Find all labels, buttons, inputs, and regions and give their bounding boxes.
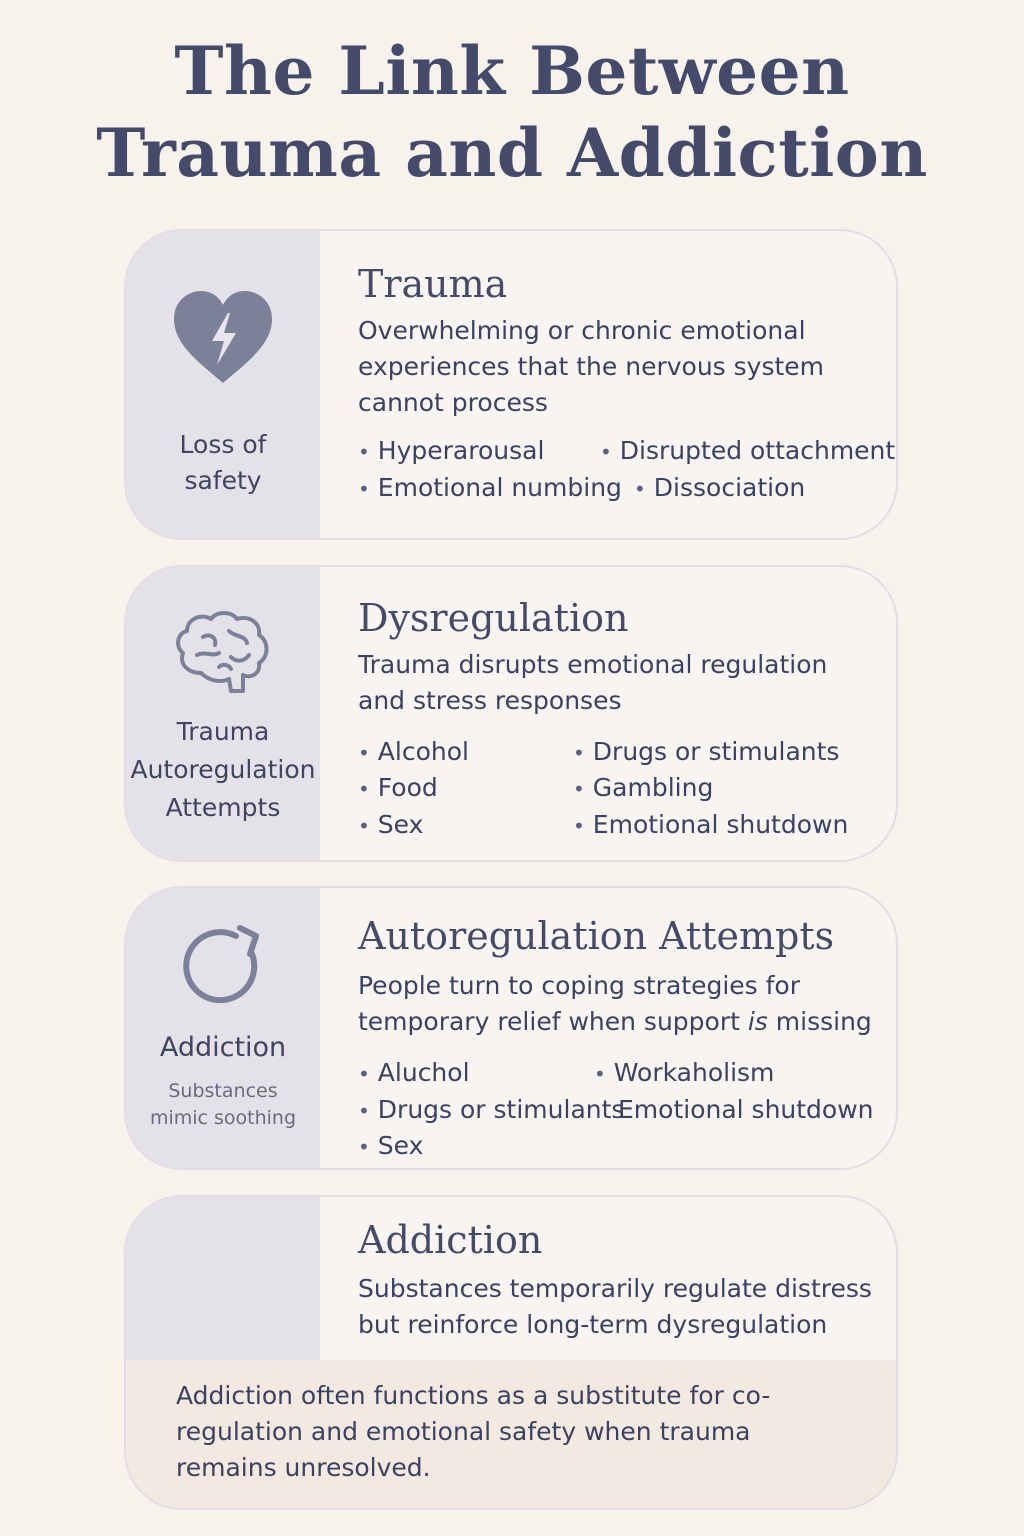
list-item: • Sex xyxy=(358,1131,424,1160)
list-item: • Emotional shutdown xyxy=(573,810,849,839)
autoregulation-side-label: Addiction xyxy=(159,1032,287,1063)
list-item: • Alcohol xyxy=(358,737,469,766)
autoregulation-side-caption: Substances mimic soothing xyxy=(149,1080,297,1129)
heart-lightning-icon xyxy=(126,287,320,387)
list-item: • Dissociation xyxy=(634,473,806,502)
dysregulation-heading: Dysregulation xyxy=(358,596,629,640)
list-item: • Drugs or stimulants xyxy=(573,737,840,766)
autoregulation-description: People turn to coping strategies for temporary relief when support is missing xyxy=(358,971,872,1036)
list-item: • Hyperarousal xyxy=(358,436,545,465)
autoregulation-card xyxy=(124,886,898,1170)
addiction-card xyxy=(124,1195,898,1510)
brain-icon xyxy=(126,607,320,697)
list-item: • Gambling xyxy=(573,773,714,802)
title-line-1: The Link Between xyxy=(174,32,850,110)
title-line-2: Trauma and Addiction xyxy=(96,114,928,192)
dysregulation-side-label: Trauma Autoregulation Attempts xyxy=(130,717,316,822)
list-item: • Food xyxy=(358,773,438,802)
autoregulation-heading: Autoregulation Attempts xyxy=(358,914,835,958)
addiction-heading: Addiction xyxy=(358,1218,543,1262)
addiction-side-panel xyxy=(126,1197,320,1360)
list-item: • Emotional numbing xyxy=(358,473,622,502)
list-item: • Aluchol xyxy=(358,1058,470,1087)
trauma-heading: Trauma xyxy=(358,262,508,306)
dysregulation-card xyxy=(124,565,898,862)
list-item: • Disrupted ottachment xyxy=(600,436,896,465)
addiction-description: Substances temporarily regulate distress but reinforce long-term dysregulation xyxy=(358,1274,872,1339)
list-item: Emotional shutdown xyxy=(618,1095,874,1124)
list-item: • Sex xyxy=(358,810,424,839)
trauma-description: Overwhelming or chronic emotional experiences that the nervous system cannot process xyxy=(358,316,825,417)
trauma-side-label: Loss of safety xyxy=(179,430,267,495)
list-item: • Drugs or stimulants xyxy=(358,1095,625,1124)
refresh-cycle-icon xyxy=(126,924,320,1010)
addiction-summary-note: Addiction often functions as a substitute for co-regulation and emotional safety when trauma remains unresolved. xyxy=(126,1360,896,1508)
dysregulation-description: Trauma disrupts emotional regulation and stress responses xyxy=(358,650,828,715)
list-item: • Workaholism xyxy=(594,1058,775,1087)
trauma-card xyxy=(124,229,898,540)
page-title xyxy=(0,30,1024,194)
